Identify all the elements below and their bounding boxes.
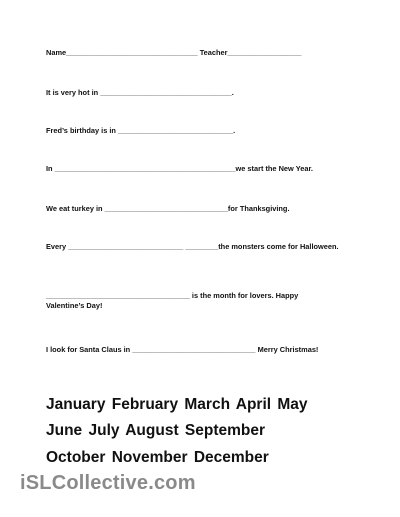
watermark-text: iSLCollective.com <box>20 472 196 494</box>
question-birthday: Fred’s birthday is in ____________________________. <box>46 126 236 135</box>
question-new-year: In ____________________________________________we start the New Year. <box>46 164 313 173</box>
question-thanksgiving: We eat turkey in ______________________________for Thanksgiving. <box>46 204 290 213</box>
name-teacher-line: Name________________________________ Teacher__________________ <box>46 48 302 57</box>
word-bank-row-1: January February March April May <box>46 396 308 413</box>
word-bank-row-3: October November December <box>46 449 269 466</box>
question-hot: It is very hot in ________________________________. <box>46 88 234 97</box>
question-christmas: I look for Santa Claus in ______________________________ Merry Christmas! <box>46 345 319 354</box>
question-valentines: ___________________________________ is the month for lovers. Happy Valentine’s Day! <box>46 291 299 310</box>
question-halloween: Every ____________________________ ________the monsters come for Halloween. <box>46 242 339 251</box>
word-bank-row-2: June July August September <box>46 422 266 439</box>
